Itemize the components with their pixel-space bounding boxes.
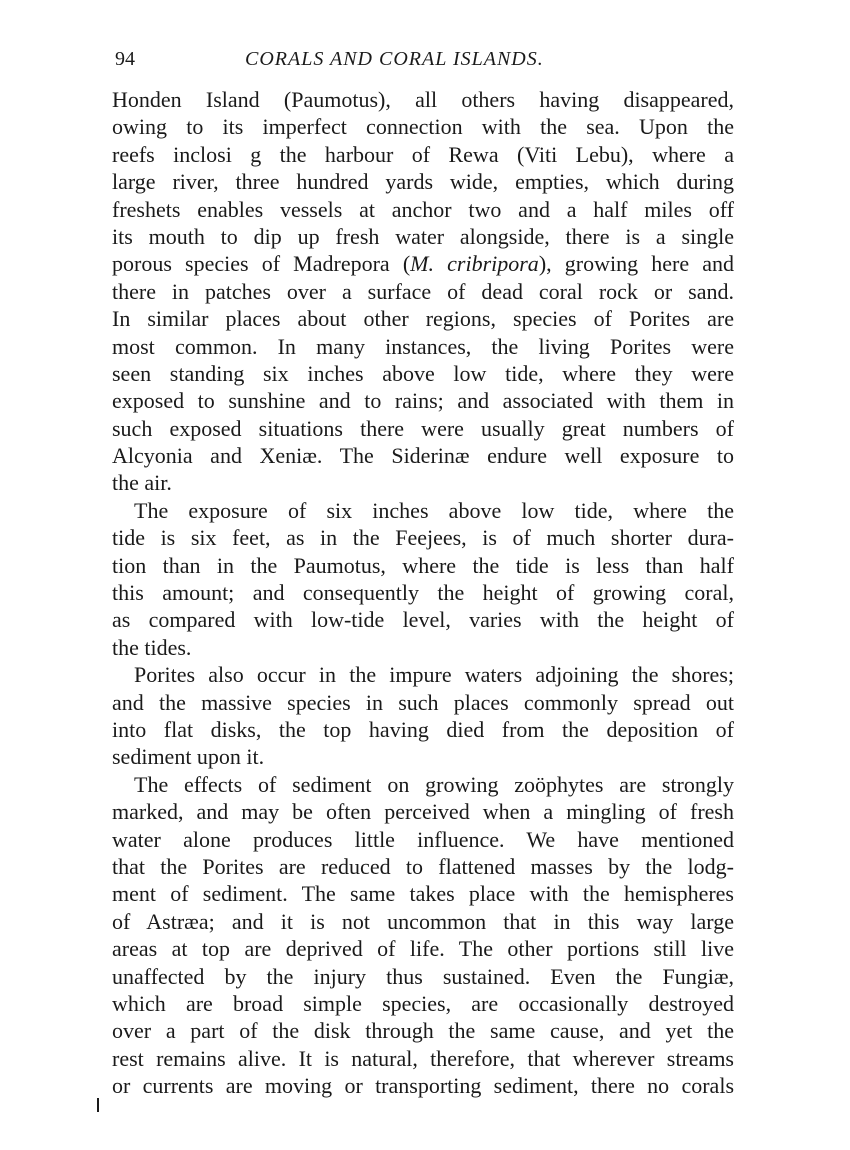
text-line: the air. [112, 470, 172, 496]
text-line: reefs inclosi g the harbour of Rewa (Viti Lebu), where a [112, 141, 734, 167]
text-line: such exposed situations there were usually great numbers of [112, 415, 734, 441]
text-line: rest remains alive. It is natural, therefore, that wherever streams [112, 1045, 734, 1071]
text-line: owing to its imperfect connection with the sea. Upon the [112, 114, 734, 140]
text-line: which are broad simple species, are occasionally destroyed [112, 990, 734, 1016]
scan-edge-mark [97, 1098, 99, 1112]
text-line: the tides. [112, 634, 192, 660]
text-line: freshets enables vessels at anchor two and a half miles off [112, 196, 734, 222]
text-line: areas at top are deprived of life. The other portions still live [112, 936, 734, 962]
text-line: Honden Island (Paumotus), all others having disappeared, [112, 87, 734, 112]
text-line: of Astræa; and it is not uncommon that in this way large [112, 908, 734, 934]
text-fragment: porous species of Madrepora ( [112, 251, 411, 277]
text-line: The effects of sediment on growing zoöphytes are strongly [134, 771, 734, 797]
page-number: 94 [115, 48, 135, 70]
text-line: and the massive species in such places commonly spread out [112, 689, 734, 715]
text-line: In similar places about other regions, species of Porites are [112, 306, 734, 332]
text-line: large river, three hundred yards wide, empties, which during [112, 169, 734, 195]
text-line: Porites also occur in the impure waters adjoining the shores; [134, 662, 734, 688]
text-line: exposed to sunshine and to rains; and associated with them in [112, 388, 734, 414]
text-fragment: ), growing here and [538, 251, 734, 277]
text-line: tion than in the Paumotus, where the tide is less than half [112, 552, 734, 578]
species-name-italic: M. cribripora [410, 251, 539, 277]
text-line: or currents are moving or transporting sediment, there no corals [112, 1073, 734, 1099]
text-line: as compared with low-tide level, varies with the height of [112, 607, 734, 633]
text-line: ment of sediment. The same takes place with the hemispheres [112, 881, 734, 907]
text-line: marked, and may be often perceived when a mingling of fresh [112, 799, 734, 825]
running-head: CORALS AND CORAL ISLANDS. [245, 48, 544, 70]
text-line: seen standing six inches above low tide, where they were [112, 360, 734, 386]
text-line: water alone produces little influence. We have mentioned [112, 826, 734, 852]
text-line: that the Porites are reduced to flattened masses by the lodg- [112, 853, 734, 879]
text-line: over a part of the disk through the same cause, and yet the [112, 1018, 734, 1044]
text-line: tide is six feet, as in the Feejees, is of much shorter dura- [112, 525, 734, 551]
body-text [112, 86, 734, 1099]
text-line: into flat disks, the top having died from the deposition of [112, 716, 734, 742]
text-line: The exposure of six inches above low tide, where the [134, 497, 734, 523]
text-line: unaffected by the injury thus sustained. Even the Fungiæ, [112, 963, 734, 989]
text-line: Alcyonia and Xeniæ. The Siderinæ endure well exposure to [112, 443, 734, 469]
text-line: this amount; and consequently the height of growing coral, [112, 580, 734, 606]
text-line: there in patches over a surface of dead coral rock or sand. [112, 278, 734, 304]
text-line-with-italic [112, 250, 734, 277]
text-line: its mouth to dip up fresh water alongside, there is a single [112, 223, 734, 249]
text-line: sediment upon it. [112, 744, 265, 770]
text-line: most common. In many instances, the living Porites were [112, 333, 734, 359]
